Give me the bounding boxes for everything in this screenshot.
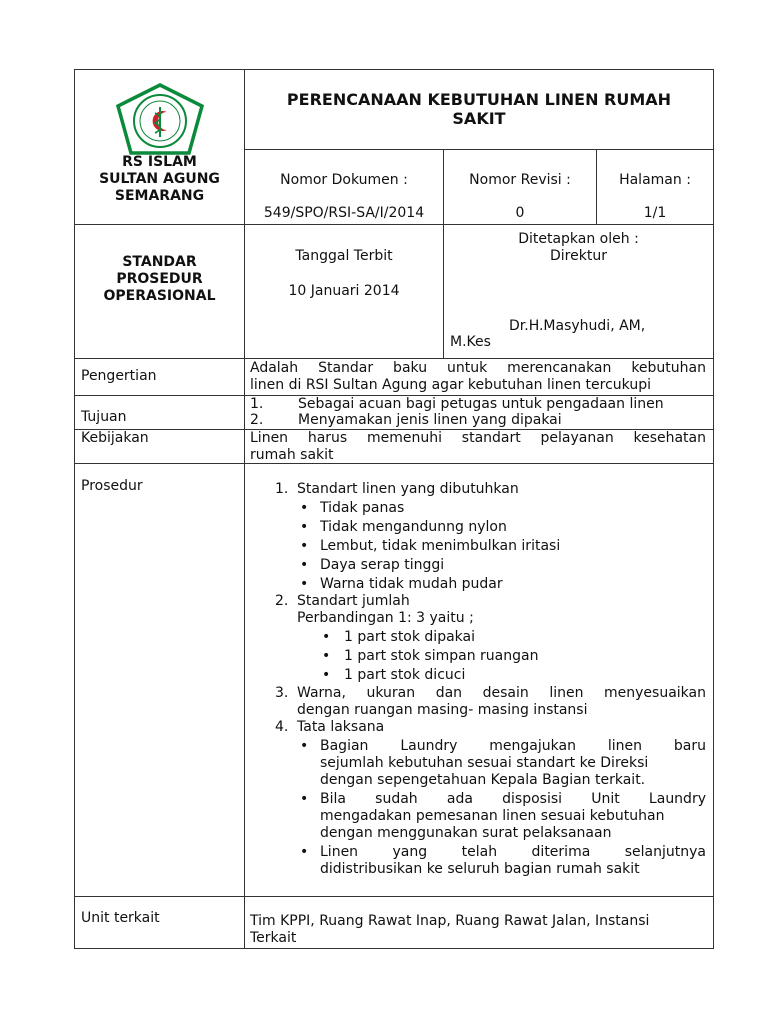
- tujuan-num-1: 1.: [250, 396, 264, 412]
- step-4-bullet-3-line2: didistribusikan ke seluruh bagian rumah sakit: [320, 861, 640, 877]
- revision-value: 0: [515, 205, 525, 221]
- document-title-line1: PERENCANAAN KEBUTUHAN LINEN RUMAH: [286, 90, 672, 109]
- step-3-text-line2: dengan ruangan masing- masing instansi: [297, 702, 588, 718]
- sop-label-line2: PROSEDUR: [116, 271, 203, 287]
- sop-label-line1: STANDAR: [122, 254, 197, 270]
- step-4-bullet-2-line2: mengadakan pemesanan linen sesuai kebutuhan: [320, 808, 665, 824]
- signer-name-line2: M.Kes: [450, 334, 491, 350]
- bullet-icon: •: [300, 519, 309, 535]
- step-2-number: 2.: [275, 593, 289, 609]
- approved-by-role: Direktur: [550, 248, 607, 264]
- hospital-logo: [115, 82, 205, 157]
- pengertian-label: Pengertian: [81, 368, 157, 384]
- tujuan-item-2: Menyamakan jenis linen yang dipakai: [298, 412, 562, 428]
- step-4-bullet-3-line1: Linen yang telah diterima selanjutnya: [320, 844, 706, 860]
- step-4-bullet-2-line3: dengan menggunakan surat pelaksanaan: [320, 825, 612, 841]
- unit-terkait-text-line1: Tim KPPI, Ruang Rawat Inap, Ruang Rawat Jalan, Instansi: [250, 913, 650, 929]
- pengertian-text-line2: linen di RSI Sultan Agung agar kebutuhan linen tercukupi: [250, 377, 652, 393]
- bullet-icon: •: [300, 500, 309, 516]
- org-name-line1: RS ISLAM: [122, 154, 197, 170]
- page-value: 1/1: [643, 205, 667, 221]
- pengertian-text-line1: Adalah Standar baku untuk merencanakan kebutuhan: [250, 360, 706, 376]
- bullet-icon: •: [300, 844, 309, 860]
- step-3-number: 3.: [275, 685, 289, 701]
- approved-by-label: Ditetapkan oleh :: [518, 231, 639, 247]
- step-1-bullet: Daya serap tinggi: [320, 557, 445, 573]
- bullet-icon: •: [300, 576, 309, 592]
- step-1-bullet: Tidak panas: [320, 500, 405, 516]
- bullet-icon: •: [300, 738, 309, 754]
- doc-number-label: Nomor Dokumen :: [280, 172, 408, 188]
- step-2-bullet: 1 part stok dipakai: [344, 629, 475, 645]
- signer-name-line1: Dr.H.Masyhudi, AM,: [509, 318, 646, 334]
- step-4-bullet-1-line1: Bagian Laundry mengajukan linen baru: [320, 738, 706, 754]
- kebijakan-label: Kebijakan: [81, 430, 149, 446]
- tujuan-label: Tujuan: [81, 409, 127, 425]
- bullet-icon: •: [322, 667, 331, 683]
- tujuan-num-2: 2.: [250, 412, 264, 428]
- step-4-title: Tata laksana: [297, 719, 385, 735]
- step-1-bullet: Lembut, tidak menimbulkan iritasi: [320, 538, 561, 554]
- step-1-bullet: Warna tidak mudah pudar: [320, 576, 503, 592]
- bullet-icon: •: [300, 557, 309, 573]
- bullet-icon: •: [322, 648, 331, 664]
- document-title-line2: SAKIT: [452, 109, 506, 128]
- kebijakan-text-line2: rumah sakit: [250, 447, 334, 463]
- step-4-bullet-1-line3: dengan sepengetahuan Kepala Bagian terkait.: [320, 772, 646, 788]
- step-2-bullet: 1 part stok simpan ruangan: [344, 648, 539, 664]
- revision-label: Nomor Revisi :: [469, 172, 571, 188]
- tujuan-item-1: Sebagai acuan bagi petugas untuk pengadaan linen: [298, 396, 664, 412]
- step-3-text-line1: Warna, ukuran dan desain linen menyesuaikan: [297, 685, 706, 701]
- bullet-icon: •: [300, 538, 309, 554]
- prosedur-label: Prosedur: [81, 478, 143, 494]
- org-name-line3: SEMARANG: [114, 188, 205, 204]
- step-4-number: 4.: [275, 719, 289, 735]
- issue-date-value: 10 Januari 2014: [288, 283, 400, 299]
- issue-date-label: Tanggal Terbit: [295, 248, 393, 264]
- step-1-title: Standart linen yang dibutuhkan: [297, 481, 519, 497]
- kebijakan-text-line1: Linen harus memenuhi standart pelayanan kesehatan: [250, 430, 706, 446]
- step-4-bullet-2-line1: Bila sudah ada disposisi Unit Laundry: [320, 791, 706, 807]
- step-1-number: 1.: [275, 481, 289, 497]
- org-name-line2: SULTAN AGUNG: [99, 171, 220, 187]
- step-2-title: Standart jumlah: [297, 593, 410, 609]
- unit-terkait-text-line2: Terkait: [250, 930, 297, 946]
- page-label: Halaman :: [619, 172, 691, 188]
- unit-terkait-label: Unit terkait: [81, 910, 160, 926]
- bullet-icon: •: [322, 629, 331, 645]
- step-4-bullet-1-line2: sejumlah kebutuhan sesuai standart ke Direksi: [320, 755, 649, 771]
- sop-label-line3: OPERASIONAL: [103, 288, 216, 304]
- step-1-bullet: Tidak mengandunng nylon: [320, 519, 507, 535]
- bullet-icon: •: [300, 791, 309, 807]
- step-2-bullet: 1 part stok dicuci: [344, 667, 466, 683]
- step-2-subtitle: Perbandingan 1: 3 yaitu ;: [297, 610, 474, 626]
- doc-number-value: 549/SPO/RSI-SA/I/2014: [263, 205, 425, 221]
